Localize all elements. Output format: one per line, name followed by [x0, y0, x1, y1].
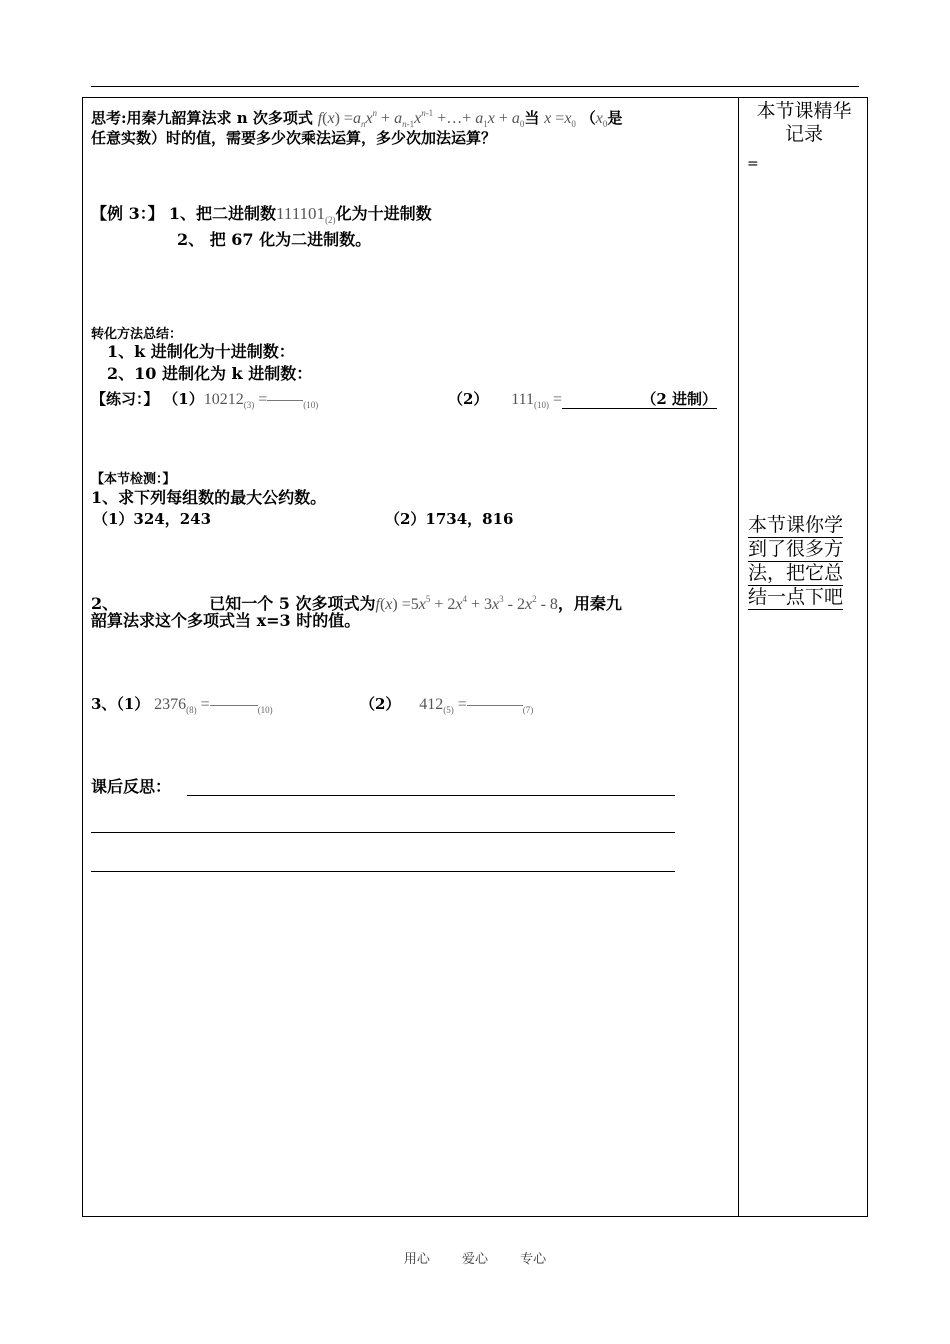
x0-symbol: $x_0$: [595, 110, 608, 129]
practice-2-blank: [562, 390, 717, 409]
practice-1-label: （1）: [163, 390, 204, 408]
reflection-label: 课后反思：: [91, 777, 172, 796]
practice-2-target: （2 进制）: [641, 390, 718, 408]
worksheet-table: [82, 97, 868, 1217]
practice-1-number: 10212: [203, 391, 244, 408]
check-q3b-line: （2） $412_{(5)} = _{(7)}$: [360, 695, 534, 715]
check-q3b-base: (5): [443, 705, 454, 715]
sidebar-note-line-1: 本节课你学: [748, 514, 844, 536]
footer-word-1: 用心: [403, 1252, 430, 1267]
think-text: 用秦九韶算法求 n 次多项式: [126, 109, 313, 127]
check-q3b-blank: [467, 705, 523, 706]
think-is: 是: [607, 109, 623, 127]
check-q3a-blank: [210, 705, 258, 706]
check-q2-number: 2、: [91, 594, 119, 613]
example3-item2: 2、 把 67 化为二进制数。: [177, 230, 372, 249]
sidebar-title: [746, 100, 862, 146]
practice-2-label: （2）: [448, 390, 489, 408]
check-q3-label: 3、（1）: [91, 695, 150, 713]
footer-word-3: 专心: [520, 1252, 547, 1267]
practice-2-line: （2） $111_{(10)} = (2$ 进制）: [448, 390, 718, 410]
summary-title: 转化方法总结：: [91, 327, 183, 342]
think-line-2: 任意实数）时的值，需要多少次乘法运算，多少次加法运算？: [91, 129, 497, 147]
sidebar-note: [748, 514, 864, 610]
practice-1-blank: [267, 400, 303, 401]
check-title: 【本节检测：】: [91, 472, 176, 487]
check-q1: 1、求下列每组数的最大公约数。: [91, 488, 327, 507]
check-q1b: （2）1734，816: [385, 510, 514, 528]
practice-1-base: (3): [243, 400, 255, 410]
think-label: 思考:: [91, 109, 127, 127]
check-q2-post: ，用秦九: [557, 594, 622, 613]
check-q3a-target: (10): [257, 705, 273, 715]
think-paren: （: [580, 109, 596, 127]
check-q3a-number: 2376: [154, 696, 187, 713]
binary-base: (2): [325, 215, 336, 225]
example3-item1-post: 化为十进制数: [335, 204, 432, 223]
practice-2-number: 111: [511, 391, 535, 408]
sidebar-note-line-3: 法，把它总: [748, 562, 844, 584]
reflection-line-2[interactable]: [91, 832, 675, 833]
practice-label: 【练习：】: [91, 390, 159, 408]
sidebar-title-line-1: 本节课精华: [756, 100, 852, 122]
column-divider: [738, 97, 739, 1217]
sidebar-title-line-2: 记录: [784, 123, 823, 145]
reflection-line-3[interactable]: [91, 871, 675, 872]
practice-2-base: (10): [534, 400, 550, 410]
practice-line: 【练习：】 $(1)10212_{(3)} = _{(10)}$: [91, 390, 319, 410]
summary-item2: 2、10 进制化为 k 进制数：: [107, 364, 313, 383]
example3-label: 【例 3：】: [91, 204, 164, 223]
check-q3-line: 3、（1） $2376_{(8)} = _{(10)}$: [91, 695, 273, 715]
practice-1-target: (10): [303, 400, 319, 410]
check-q2-pre: 已知一个 5 次多项式为: [209, 594, 376, 613]
check-q3b-label: （2）: [360, 695, 401, 713]
summary-item1: 1、k 进制化为十进制数：: [107, 342, 295, 361]
sidebar-mark: =: [747, 156, 759, 172]
think-when: 当: [524, 109, 540, 127]
example3-item1-pre: 1、把二进制数: [168, 204, 276, 223]
polynomial-formula: $f(x) =a_nx^n + a_{n-1}x^{n-1}$ +…+ $a_1x + a_0$: [317, 108, 525, 129]
check-q2-line-2: 韶算法求这个多项式当 x=3 时的值。: [91, 611, 361, 630]
sidebar-note-line-4: 结一点下吧: [748, 586, 844, 608]
sidebar-note-line-2: 到了很多方: [748, 538, 844, 560]
check-q3b-target: (7): [522, 705, 534, 715]
check-q3b-number: 412: [419, 696, 444, 713]
quintic-formula: $f(x) =5x^5 + 2x^4 + 3x^3 - 2x^2 - 8$: [375, 594, 558, 613]
example3-line-1: [91, 205, 432, 229]
reflection-line-1[interactable]: [187, 795, 675, 796]
check-q1a: （1）324，243: [93, 510, 212, 528]
footer-word-2: 爱心: [461, 1252, 488, 1267]
check-q3a-base: (8): [186, 705, 197, 715]
binary-number: 111101: [275, 204, 326, 223]
x-equals-x0: $x =x_0$: [544, 110, 576, 129]
header-rule: [91, 86, 859, 87]
page-footer: [0, 1248, 950, 1267]
